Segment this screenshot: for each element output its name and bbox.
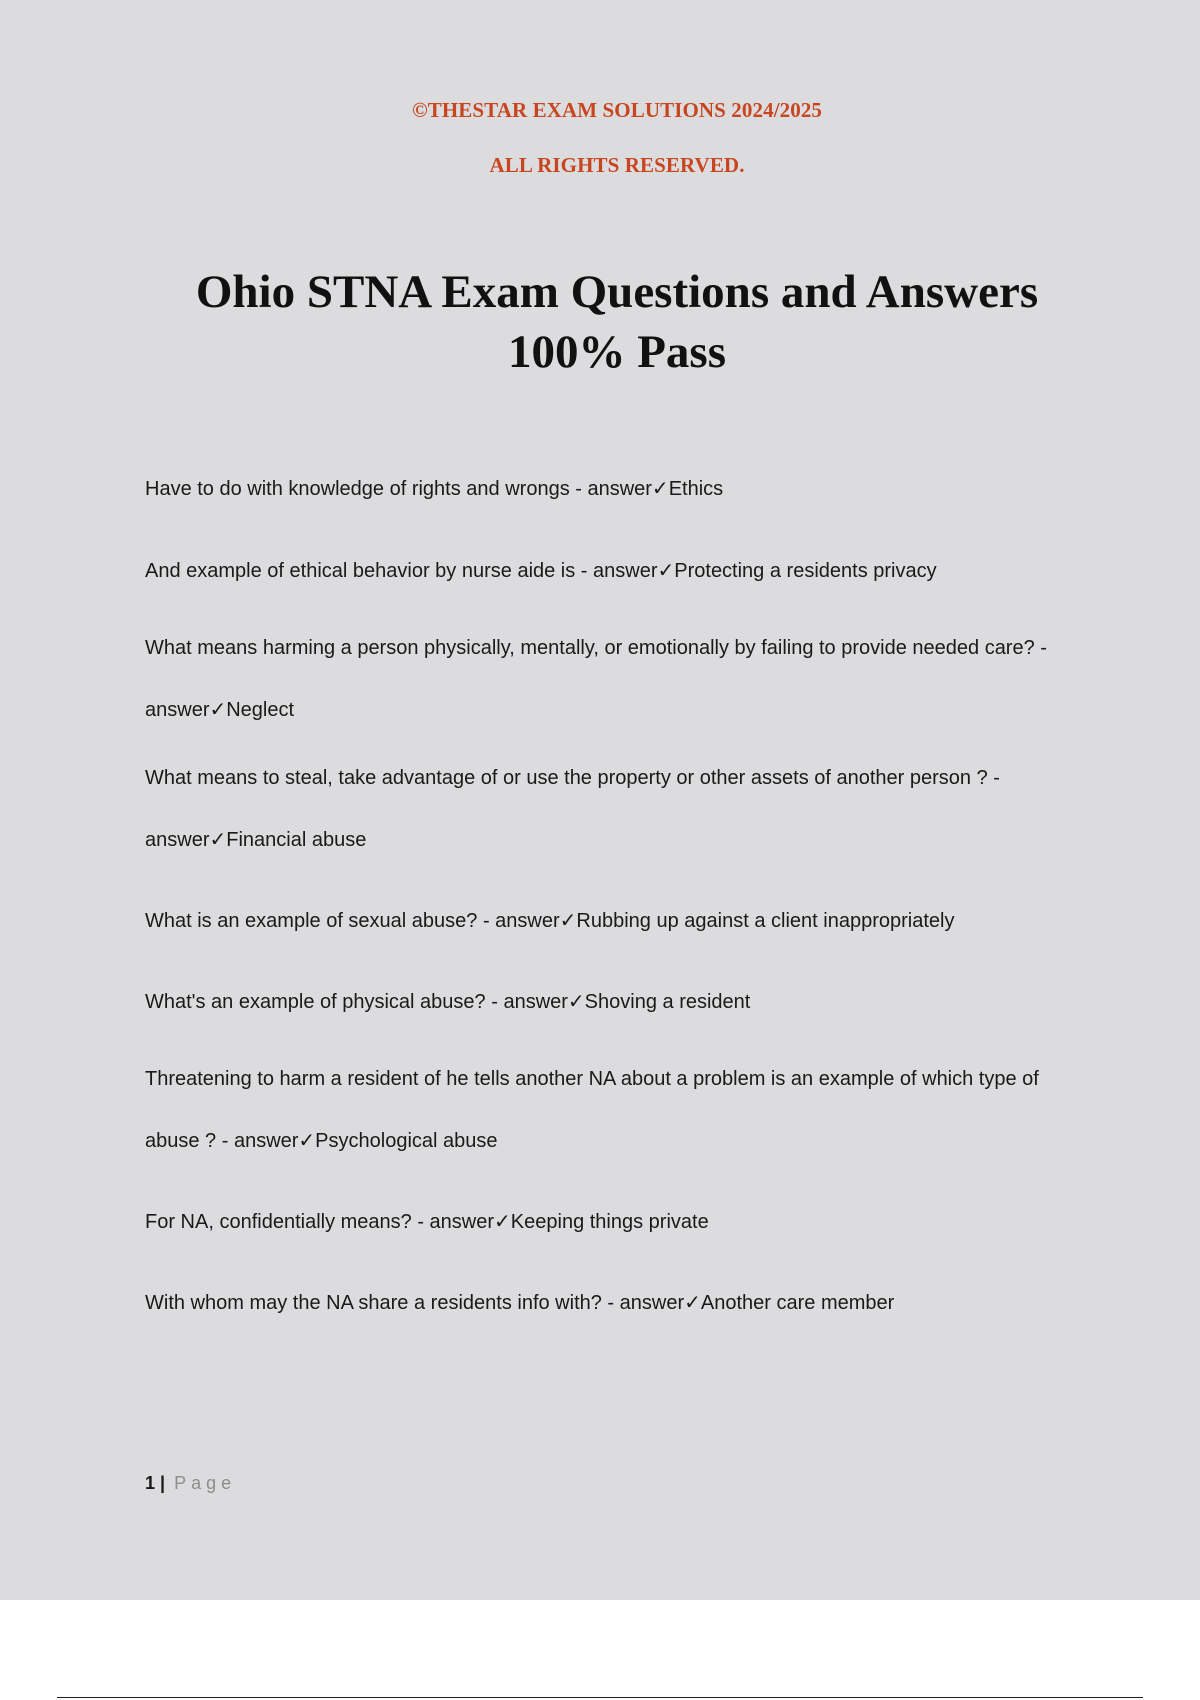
copyright-notice: ©THESTAR EXAM SOLUTIONS 2024/2025 (411, 98, 823, 122)
rights-reserved-notice: ALL RIGHTS RESERVED. (489, 153, 745, 177)
title-line-2: 100% Pass (507, 326, 727, 378)
qa-item-1: Have to do with knowledge of rights and wrongs - answer✓Ethics (145, 478, 724, 500)
page-number: 1 (145, 1473, 156, 1493)
qa-item-9: With whom may the NA share a residents info with? - answer✓Another care member (145, 1292, 895, 1314)
page-footer (145, 1473, 236, 1494)
qa-item-8: For NA, confidentially means? - answer✓Keeping things private (145, 1211, 709, 1233)
qa-item-3: What means harming a person physically, mentally, or emotionally by failing to provide needed care? - answer✓Neglect (145, 637, 1047, 721)
document-title (0, 262, 1200, 382)
qa-item-7: Threatening to harm a resident of he tells another NA about a problem is an example of which type of abuse ? - answer✓Psychological abuse (145, 1068, 1039, 1152)
next-page-rule (57, 1697, 1143, 1698)
qa-item-6: What's an example of physical abuse? - answer✓Shoving a resident (145, 991, 751, 1013)
footer-separator: | (160, 1473, 166, 1493)
qa-item-5: What is an example of sexual abuse? - answer✓Rubbing up against a client inappropriately (145, 910, 955, 932)
qa-item-2: And example of ethical behavior by nurse aide is - answer✓Protecting a residents privacy (145, 560, 937, 582)
qa-item-4: What means to steal, take advantage of or use the property or other assets of another person ? - answer✓Financial abuse (145, 767, 1000, 851)
title-line-1: Ohio STNA Exam Questions and Answers (195, 266, 1039, 318)
page-label: Page (174, 1473, 237, 1493)
